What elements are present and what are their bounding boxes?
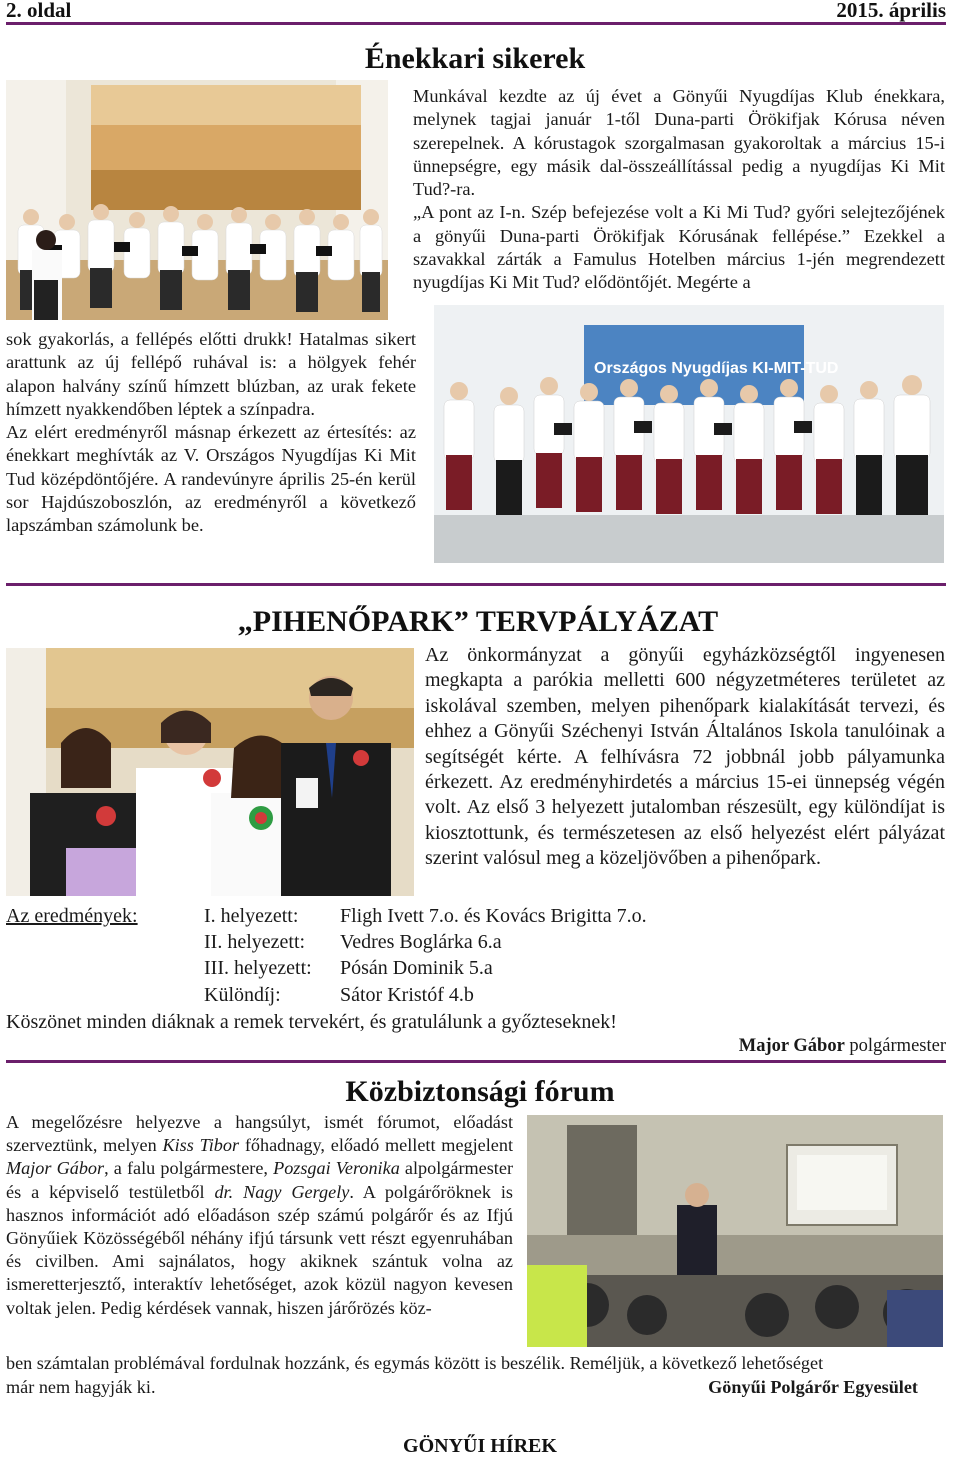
footer-label: GÖNYŰI HÍREK <box>403 1435 557 1457</box>
result-place-4: Különdíj: <box>204 984 281 1006</box>
result-name-4: Sátor Kristóf 4.b <box>340 984 474 1006</box>
forum-signature: Gönyűi Polgárőr Egyesület <box>708 1377 918 1397</box>
section-rule-1 <box>6 583 946 586</box>
park-article <box>425 643 945 872</box>
results-label: Az eredmények: <box>6 905 138 927</box>
result-name-3: Pósán Dominik 5.a <box>340 957 493 979</box>
forum-text-c: , a falu polgármestere, <box>104 1158 274 1179</box>
choir-paragraph-3: sok gyakorlás, a fellépés előtti drukk! Hatalmas sikert arattunk az új fellépő ruhával is: a hölgyek fehér alapon halvány színű hímzett blúzban, az urak fekete hímzett nyakkendőben léptek a színpadra. <box>6 329 416 419</box>
forum-paragraph-1 <box>6 1111 513 1320</box>
choir-article-bottom <box>6 328 416 538</box>
forum-text-d: alpolgármester és a képviselő testületből <box>6 1158 513 1202</box>
choir-article-top <box>413 85 945 295</box>
choir-photo-stage <box>434 305 944 563</box>
signature-role: polgármester <box>849 1036 946 1056</box>
forum-text-e: . A polgárőröknek is hasznos információt adó előadáson szép számú polgárőr és az Ifjú Gönyűiek Közösségéből néhány ifjú társunk vett részt egyenruhában és civilben. Ami sajnálatos, hogy akiknek szántuk volna az ismeretterjesztő, interaktív lehetőséget, azok közül nagyon kevesen voltak jelen. Pedig kérdések vannak, hiszen járőrözés köz- <box>6 1181 514 1318</box>
forum-closing: már nem hagyják ki. <box>6 1377 156 1397</box>
park-signature <box>739 1036 946 1057</box>
forum-name-mayor: Major Gábor <box>6 1158 105 1179</box>
result-place-2: II. helyezett: <box>204 931 306 953</box>
park-title: „PIHENŐPARK” TERVPÁLYÁZAT <box>237 605 719 638</box>
park-thanks: Köszönet minden diáknak a remek tervekért, és gratulálunk a győzteseknek! <box>6 1011 617 1033</box>
result-place-3: III. helyezett: <box>204 957 312 979</box>
choir-paragraph-1: Munkával kezdte az új évet a Gönyűi Nyugdíjas Klub énekkara, melynek tagjai január 1-től Duna-parti Örökifjak Kórusa néven szerepelnek. A kórustagok szorgalmasan gyakoroltak a március 15-i ünnepségre, egy másik dal-összeállítással pedig a nyugdíjas Ki Mit Tud?-ra. <box>413 86 945 200</box>
result-place-1: I. helyezett: <box>204 905 299 927</box>
forum-continued: ben számtalan problémával fordulnak hozzánk, és egymás között is beszélik. Reméljük, a következő lehetőséget <box>6 1353 824 1373</box>
forum-text-b: főhadnagy, előadó mellett megjelent <box>239 1135 514 1156</box>
header-rule <box>6 22 946 25</box>
issue-date: 2015. április <box>836 0 946 22</box>
section-rule-2 <box>6 1060 946 1063</box>
signature-name: Major Gábor <box>738 1036 845 1056</box>
result-name-2: Vedres Boglárka 6.a <box>340 931 502 953</box>
page-number: 2. oldal <box>6 0 72 22</box>
result-name-1: Fligh Ivett 7.o. és Kovács Brigitta 7.o. <box>340 905 647 927</box>
stage-banner-text: Országos Nyugdíjas KI-MIT-TUD <box>594 360 839 377</box>
forum-name-deputy: Pozsgai Veronika <box>273 1158 400 1179</box>
forum-article <box>6 1111 513 1320</box>
forum-title: Közbiztonsági fórum <box>345 1075 615 1108</box>
forum-name-councillor: dr. Nagy Gergely <box>214 1181 350 1202</box>
forum-name-speaker: Kiss Tibor <box>162 1135 240 1156</box>
choir-paragraph-4: Az elért eredményről másnap érkezett az értesítés: az énekkart meghívták az V. Országos Nyugdíjas Ki Mit Tud középdöntőjére. A randevúnyre április 25-én kerül sor Hajdúszoboszlón, az eredményről a következő lapszámban számolunk be. <box>6 422 416 536</box>
park-paragraph: Az önkormányzat a gönyűi egyházközségtől ingyenesen megkapta a parókia melletti 600 négyzetméteres területet az iskolával szemben, melyen pihenőpark kialakítását tervezi, és ehhez a Gönyűi Széchenyi István Általános Iskola tanulóinak a segítségét kérte. A felhívásra 72 jobbnál jobb pályamunka érkezett. Az eredményhirdetés a március 15-ei ünnepség végén volt. Az első 3 helyezett jutalomban részesült, egy különdíjat is kiosztottunk, és természetesen az első helyezést elért pályázat szerint valósul meg a közeljövőben a pihenőpark. <box>425 644 945 870</box>
choir-photo-rehearsal <box>6 80 388 320</box>
forum-text-a: A megelőzésre helyezve a hangsúlyt, ismét fórumot, előadást szerveztünk, melyen <box>6 1112 513 1156</box>
choir-paragraph-2: „A pont az I-n. Szép befejezése volt a Ki Mi Tud? győri selejtezőjének a gönyűi Duna-parti Örökifjak Kórusának fellépése.” Ezekkel a szavakkal zárták a Famulus Hotelben március 1-jén megrendezett nyugdíjas Ki Mit Tud? elődöntőjét. Megérte a <box>413 202 945 293</box>
award-photo <box>6 648 414 896</box>
forum-photo <box>527 1115 943 1347</box>
choir-title: Énekkari sikerek <box>364 42 586 75</box>
